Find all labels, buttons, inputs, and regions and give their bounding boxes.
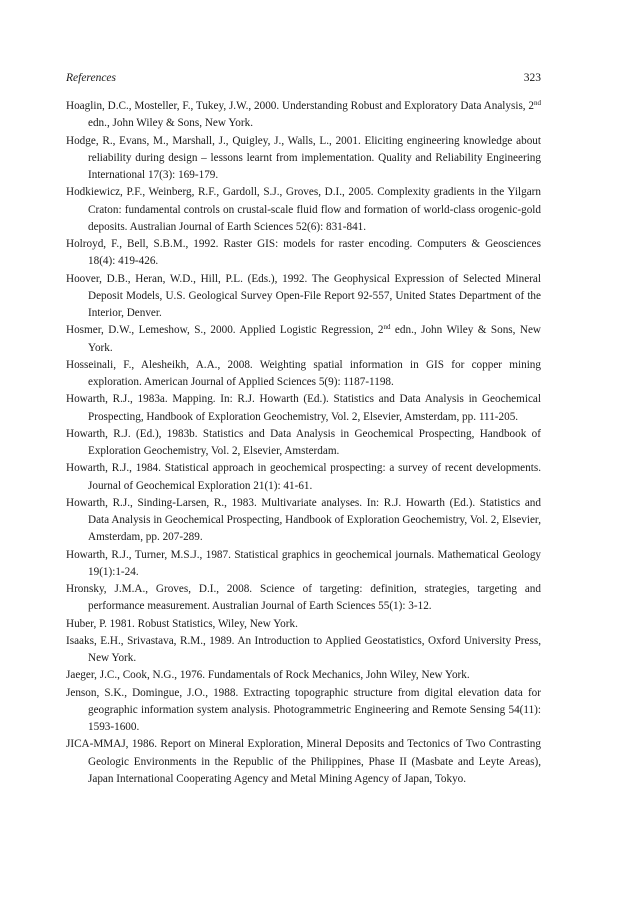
reference-entry xyxy=(66,667,541,684)
reference-entry xyxy=(66,736,541,788)
reference-superscript: nd xyxy=(383,323,391,332)
reference-entry xyxy=(66,357,541,392)
reference-text: Howarth, R.J. (Ed.), 1983b. Statistics and Data Analysis in Geochemical Prospecting, Handbook of Exploration Geochemistry, Vol. 2, Elsevier, Amsterdam. xyxy=(66,427,541,457)
reference-text: JICA-MMAJ, 1986. Report on Mineral Exploration, Mineral Deposits and Tectonics of Two Contrasting Geologic Environments in the Republic of the Philippines, Phase II (Masbate and Leyte Areas), Japan International Cooperating Agency and Metal Mining Agency of Japan, Tokyo. xyxy=(66,738,541,785)
reference-text: Hronsky, J.M.A., Groves, D.I., 2008. Science of targeting: definition, strategies, targeting and performance measurement. Australian Journal of Earth Sciences 55(1): 3-12. xyxy=(66,583,541,613)
reference-text: Isaaks, E.H., Srivastava, R.M., 1989. An Introduction to Applied Geostatistics, Oxford University Press, New York. xyxy=(66,634,541,664)
reference-text: Hodge, R., Evans, M., Marshall, J., Quigley, J., Walls, L., 2001. Eliciting engineering knowledge about reliability during design – lessons learnt from implementation. Quality and Reliability Engineering International 17(3): 169-179. xyxy=(66,134,541,181)
reference-text-tail: edn., John Wiley & Sons, New York. xyxy=(88,117,253,130)
page-number: 323 xyxy=(523,72,541,84)
reference-entry xyxy=(66,685,541,737)
reference-superscript: nd xyxy=(534,99,541,107)
reference-entry xyxy=(66,581,541,616)
reference-entry xyxy=(66,633,541,668)
reference-text: Hodkiewicz, P.F., Weinberg, R.F., Gardoll, S.J., Groves, D.I., 2005. Complexity gradients in the Yilgarn Craton: fundamental controls on crustal-scale fluid flow and formation of world-class orogenic-gold deposits. Australian Journal of Earth Sciences 52(6): 831-841. xyxy=(66,186,541,233)
reference-text: Howarth, R.J., 1984. Statistical approach in geochemical prospecting: a survey of recent developments. Journal of Geochemical Exploration 21(1): 41-61. xyxy=(66,462,541,492)
reference-entry xyxy=(66,133,541,185)
reference-text: Hosmer, D.W., Lemeshow, S., 2000. Applied Logistic Regression, 2 xyxy=(66,324,384,337)
reference-entry xyxy=(66,495,541,547)
reference-list xyxy=(66,98,541,788)
reference-entry xyxy=(66,460,541,495)
reference-entry xyxy=(66,426,541,461)
reference-entry xyxy=(66,184,541,236)
reference-entry xyxy=(66,271,541,323)
reference-text: Huber, P. 1981. Robust Statistics, Wiley, New York. xyxy=(66,617,298,630)
reference-text: Holroyd, F., Bell, S.B.M., 1992. Raster GIS: models for raster encoding. Computers & Geosciences 18(4): 419-426. xyxy=(66,238,541,268)
reference-entry xyxy=(66,98,541,133)
running-header-title: References xyxy=(66,72,117,84)
reference-text: Jaeger, J.C., Cook, N.G., 1976. Fundamentals of Rock Mechanics, John Wiley, New York. xyxy=(66,669,470,682)
reference-text: Howarth, R.J., Sinding-Larsen, R., 1983. Multivariate analyses. In: R.J. Howarth (Ed.). Statistics and Data Analysis in Geochemical Prospecting, Handbook of Exploration Geochemistry, Vol. 2, Elsevier, Amsterdam, pp. 207-289. xyxy=(66,496,541,544)
reference-text: Hoover, D.B., Heran, W.D., Hill, P.L. (Eds.), 1992. The Geophysical Expression of Selected Mineral Deposit Models, U.S. Geological Survey Open-File Report 92-557, United States Department of the Interior, Denver. xyxy=(66,272,541,319)
reference-text: Howarth, R.J., Turner, M.S.J., 1987. Statistical graphics in geochemical journals. Mathematical Geology 19(1):1-24. xyxy=(66,548,541,578)
reference-text: Jenson, S.K., Domingue, J.O., 1988. Extracting topographic structure from digital elevation data for geographic information system analysis. Photogrammetric Engineering and Remote Sensing 54(11): 1593-1600. xyxy=(66,686,541,733)
reference-entry xyxy=(66,391,541,426)
reference-text: Hosseinali, F., Alesheikh, A.A., 2008. Weighting spatial information in GIS for copper mining exploration. American Journal of Applied Sciences 5(9): 1187-1198. xyxy=(66,358,541,388)
running-header xyxy=(66,70,541,86)
reference-text: Hoaglin, D.C., Mosteller, F., Tukey, J.W., 2000. Understanding Robust and Exploratory Data Analysis, 2 xyxy=(66,100,534,112)
reference-text-tail: edn., John Wiley & Sons, New York. xyxy=(88,324,541,354)
reference-entry xyxy=(66,547,541,582)
reference-entry xyxy=(66,236,541,271)
reference-entry xyxy=(66,322,541,357)
reference-entry xyxy=(66,616,541,633)
reference-text: Howarth, R.J., 1983a. Mapping. In: R.J. Howarth (Ed.). Statistics and Data Analysis in Geochemical Prospecting, Handbook of Exploration Geochemistry, Vol. 2, Elsevier, Amsterdam, pp. 111-205. xyxy=(66,393,541,423)
